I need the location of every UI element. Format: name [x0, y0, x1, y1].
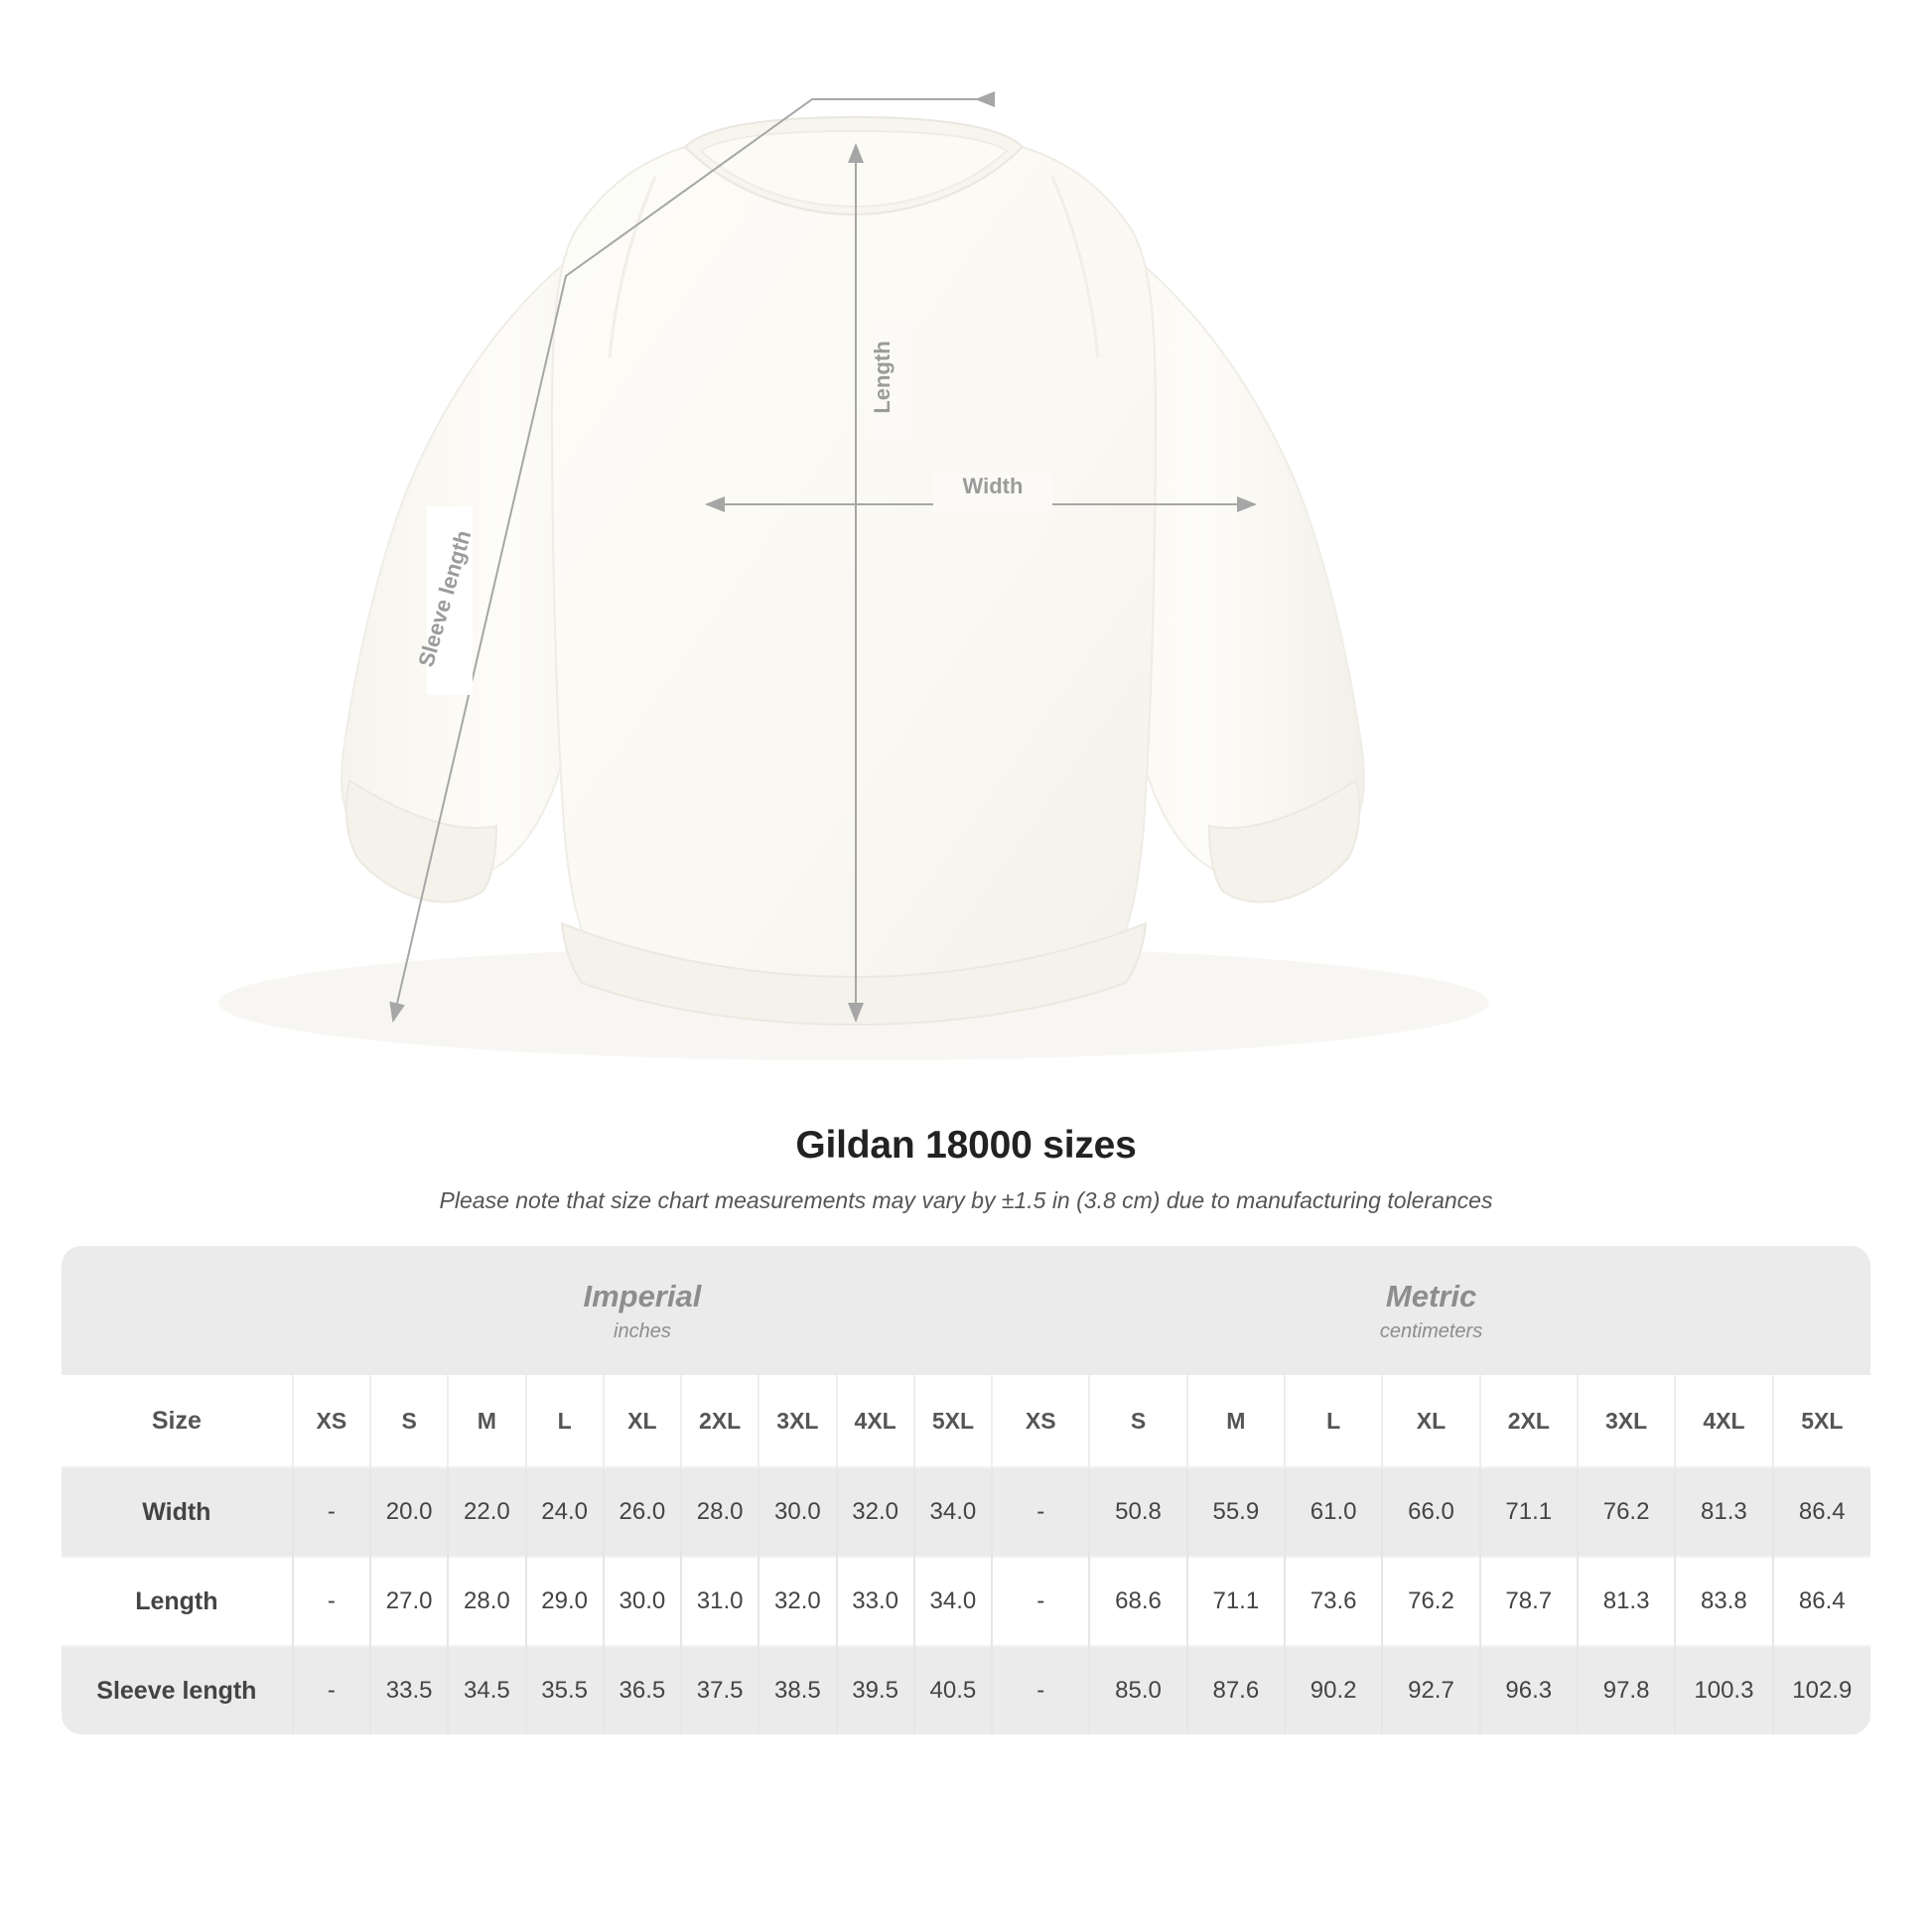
cell-length-imperial-3xl: 32.0 — [759, 1557, 836, 1646]
header-size-label: Size — [62, 1375, 293, 1467]
header-metric-4xl: 4XL — [1675, 1375, 1772, 1467]
cell-length-imperial-4xl: 33.0 — [837, 1557, 914, 1646]
cell-sleeve-metric-2xl: 96.3 — [1480, 1646, 1578, 1734]
cell-sleeve-imperial-xs: - — [293, 1646, 370, 1734]
cell-sleeve-imperial-2xl: 37.5 — [681, 1646, 759, 1734]
length-label: Length — [870, 341, 895, 414]
cell-sleeve-metric-m: 87.6 — [1187, 1646, 1285, 1734]
cell-sleeve-imperial-3xl: 38.5 — [759, 1646, 836, 1734]
row-label-length: Length — [62, 1557, 293, 1646]
cell-sleeve-metric-5xl: 102.9 — [1773, 1646, 1870, 1734]
size-table — [62, 1246, 1870, 1734]
cell-width-metric-xs: - — [992, 1467, 1089, 1557]
cell-length-imperial-xl: 30.0 — [604, 1557, 681, 1646]
cell-length-imperial-m: 28.0 — [448, 1557, 525, 1646]
title-block — [0, 1124, 1932, 1214]
cell-length-metric-3xl: 81.3 — [1578, 1557, 1675, 1646]
cell-length-imperial-5xl: 34.0 — [914, 1557, 992, 1646]
cell-length-metric-xl: 76.2 — [1382, 1557, 1479, 1646]
table-row — [62, 1557, 1870, 1646]
cell-length-metric-s: 68.6 — [1089, 1557, 1186, 1646]
unit-group-imperial-name: Imperial — [583, 1278, 702, 1313]
cell-length-metric-xs: - — [992, 1557, 1089, 1646]
header-imperial-2xl: 2XL — [681, 1375, 759, 1467]
cell-sleeve-imperial-4xl: 39.5 — [837, 1646, 914, 1734]
table-row — [62, 1467, 1870, 1557]
sleeve-length-label: Sleeve length — [413, 527, 477, 670]
unit-group-metric — [992, 1246, 1870, 1375]
cell-width-metric-2xl: 71.1 — [1480, 1467, 1578, 1557]
cell-length-metric-m: 71.1 — [1187, 1557, 1285, 1646]
size-table-wrapper — [62, 1246, 1870, 1734]
cell-width-imperial-l: 24.0 — [526, 1467, 604, 1557]
cell-width-metric-l: 61.0 — [1285, 1467, 1382, 1557]
header-imperial-l: L — [526, 1375, 604, 1467]
unit-group-imperial-sub: inches — [614, 1319, 671, 1342]
header-imperial-xl: XL — [604, 1375, 681, 1467]
cell-width-metric-xl: 66.0 — [1382, 1467, 1479, 1557]
cell-width-imperial-xs: - — [293, 1467, 370, 1557]
cell-sleeve-metric-4xl: 100.3 — [1675, 1646, 1772, 1734]
cell-length-metric-l: 73.6 — [1285, 1557, 1382, 1646]
unit-group-metric-sub: centimeters — [1379, 1319, 1483, 1342]
cell-width-imperial-s: 20.0 — [370, 1467, 448, 1557]
cell-length-metric-5xl: 86.4 — [1773, 1557, 1870, 1646]
cell-sleeve-metric-xs: - — [992, 1646, 1089, 1734]
cell-width-imperial-2xl: 28.0 — [681, 1467, 759, 1557]
header-metric-2xl: 2XL — [1480, 1375, 1578, 1467]
cell-width-imperial-4xl: 32.0 — [837, 1467, 914, 1557]
cell-sleeve-imperial-5xl: 40.5 — [914, 1646, 992, 1734]
header-metric-s: S — [1089, 1375, 1186, 1467]
header-metric-m: M — [1187, 1375, 1285, 1467]
cell-sleeve-metric-s: 85.0 — [1089, 1646, 1186, 1734]
cell-width-metric-m: 55.9 — [1187, 1467, 1285, 1557]
unit-group-imperial — [293, 1246, 992, 1375]
unit-spacer-cell — [62, 1246, 293, 1375]
cell-length-imperial-l: 29.0 — [526, 1557, 604, 1646]
size-header-row — [62, 1375, 1870, 1467]
cell-length-metric-2xl: 78.7 — [1480, 1557, 1578, 1646]
cell-width-imperial-5xl: 34.0 — [914, 1467, 992, 1557]
header-imperial-4xl: 4XL — [837, 1375, 914, 1467]
cell-width-metric-5xl: 86.4 — [1773, 1467, 1870, 1557]
header-metric-3xl: 3XL — [1578, 1375, 1675, 1467]
cell-sleeve-metric-l: 90.2 — [1285, 1646, 1382, 1734]
row-label-sleeve-length: Sleeve length — [62, 1646, 293, 1734]
cell-length-imperial-xs: - — [293, 1557, 370, 1646]
cell-length-metric-4xl: 83.8 — [1675, 1557, 1772, 1646]
cell-width-metric-s: 50.8 — [1089, 1467, 1186, 1557]
chart-title: Gildan 18000 sizes — [795, 1124, 1137, 1167]
cell-width-imperial-3xl: 30.0 — [759, 1467, 836, 1557]
width-label: Width — [962, 474, 1024, 498]
cell-width-imperial-m: 22.0 — [448, 1467, 525, 1557]
header-imperial-xs: XS — [293, 1375, 370, 1467]
header-metric-5xl: 5XL — [1773, 1375, 1870, 1467]
header-imperial-5xl: 5XL — [914, 1375, 992, 1467]
unit-group-row — [62, 1246, 1870, 1375]
cell-width-imperial-xl: 26.0 — [604, 1467, 681, 1557]
cell-length-imperial-s: 27.0 — [370, 1557, 448, 1646]
header-imperial-3xl: 3XL — [759, 1375, 836, 1467]
cell-sleeve-metric-xl: 92.7 — [1382, 1646, 1479, 1734]
header-metric-xl: XL — [1382, 1375, 1479, 1467]
cell-sleeve-imperial-l: 35.5 — [526, 1646, 604, 1734]
cell-length-imperial-2xl: 31.0 — [681, 1557, 759, 1646]
row-label-width: Width — [62, 1467, 293, 1557]
chart-subtitle: Please note that size chart measurements may vary by ±1.5 in (3.8 cm) due to manufacturing tolerances — [439, 1187, 1493, 1213]
header-metric-l: L — [1285, 1375, 1382, 1467]
header-imperial-s: S — [370, 1375, 448, 1467]
cell-width-metric-3xl: 76.2 — [1578, 1467, 1675, 1557]
cell-width-metric-4xl: 81.3 — [1675, 1467, 1772, 1557]
header-metric-xs: XS — [992, 1375, 1089, 1467]
cell-sleeve-imperial-s: 33.5 — [370, 1646, 448, 1734]
unit-group-metric-name: Metric — [1385, 1278, 1477, 1313]
header-imperial-m: M — [448, 1375, 525, 1467]
cell-sleeve-metric-3xl: 97.8 — [1578, 1646, 1675, 1734]
table-row — [62, 1646, 1870, 1734]
cell-sleeve-imperial-xl: 36.5 — [604, 1646, 681, 1734]
cell-sleeve-imperial-m: 34.5 — [448, 1646, 525, 1734]
garment-body — [552, 147, 1156, 995]
